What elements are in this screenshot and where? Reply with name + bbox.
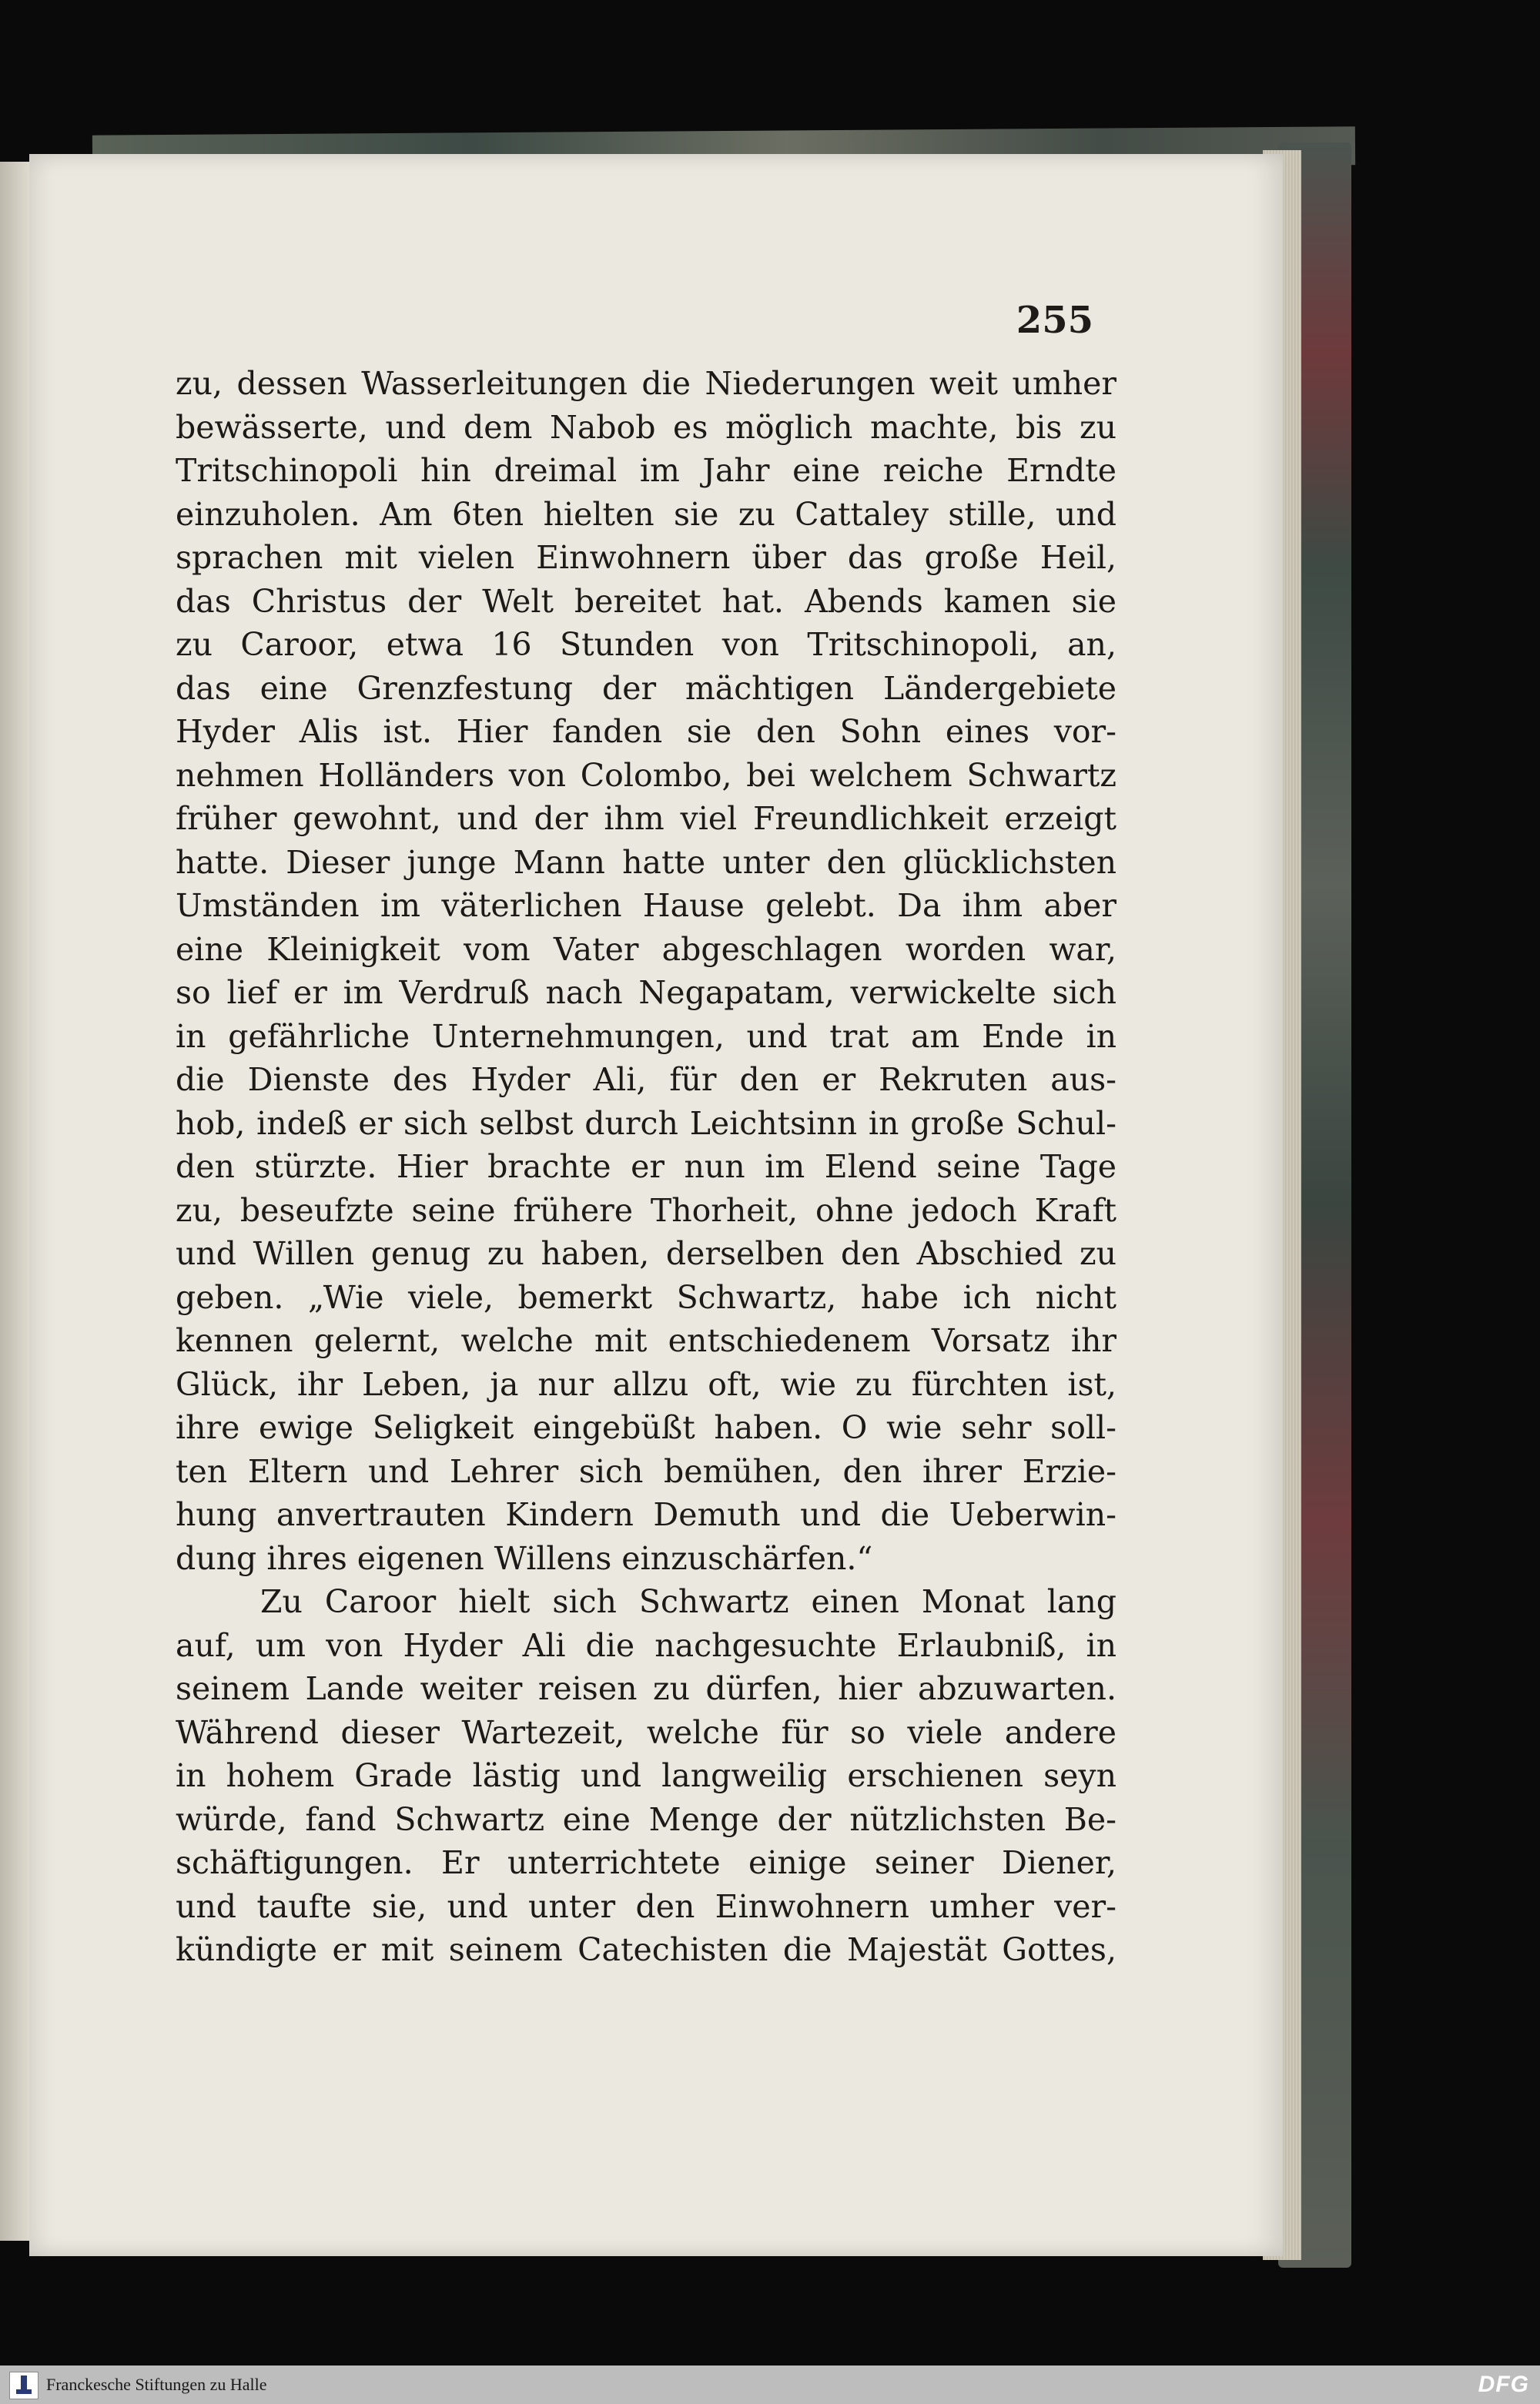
book-page	[29, 154, 1283, 2256]
text-line: das Christus der Welt bereitet hat. Abends kamen sie	[176, 582, 1116, 620]
text-line: seinem Lande weiter reisen zu dürfen, hier abzuwarten.	[176, 1670, 1116, 1707]
text-line: das eine Grenzfestung der mächtigen Ländergebiete	[176, 669, 1116, 707]
text-line: eine Kleinigkeit vom Vater abgeschlagen worden war,	[176, 930, 1116, 968]
text-line: nehmen Holländers von Colombo, bei welchem Schwartz	[176, 756, 1116, 794]
text-line-paragraph-start: Zu Caroor hielt sich Schwartz einen Monat lang	[260, 1583, 1116, 1620]
text-line: früher gewohnt, und der ihm viel Freundlichkeit erzeigt	[176, 800, 1116, 837]
foundation-emblem-icon	[9, 2372, 38, 2399]
text-line-paragraph-end: dung ihres eigenen Willens einzuschärfen.“	[176, 1539, 873, 1577]
text-line: auf, um von Hyder Ali die nachgesuchte Erlaubniß, in	[176, 1626, 1116, 1664]
text-line: in hohem Grade lästig und langweilig erschienen seyn	[176, 1757, 1116, 1794]
dfg-badge: DFG	[1478, 2372, 1529, 2397]
text-line: einzuholen. Am 6ten hielten sie zu Cattaley stille, und	[176, 495, 1116, 533]
text-line: hung anvertrauten Kindern Demuth und die Ueberwin-	[176, 1496, 1116, 1533]
text-line: sprachen mit vielen Einwohnern über das große Heil,	[176, 539, 1116, 576]
text-line: zu Caroor, etwa 16 Stunden von Tritschinopoli, an,	[176, 626, 1116, 663]
text-line: den stürzte. Hier brachte er nun im Elend seine Tage	[176, 1148, 1116, 1185]
text-line: kennen gelernt, welche mit entschiedenem Vorsatz ihr	[176, 1322, 1116, 1359]
institution-name: Franckesche Stiftungen zu Halle	[46, 2375, 267, 2394]
text-line: zu, beseufzte seine frühere Thorheit, ohne jedoch Kraft	[176, 1191, 1116, 1229]
text-line: Glück, ihr Leben, ja nur allzu oft, wie zu fürchten ist,	[176, 1365, 1116, 1403]
page-text	[176, 362, 1116, 1972]
text-line: Hyder Alis ist. Hier fanden sie den Sohn eines vor-	[176, 713, 1116, 750]
text-line: und Willen genug zu haben, derselben den Abschied zu	[176, 1235, 1116, 1272]
text-line: und taufte sie, und unter den Einwohnern umher ver-	[176, 1887, 1116, 1925]
text-line: Tritschinopoli hin dreimal im Jahr eine reiche Erndte	[176, 452, 1116, 489]
text-line: zu, dessen Wasserleitungen die Niederungen weit umher	[176, 365, 1116, 402]
text-line: geben. „Wie viele, bemerkt Schwartz, habe ich nicht	[176, 1278, 1116, 1316]
viewer-footer	[0, 2365, 1540, 2404]
text-line: hob, indeß er sich selbst durch Leichtsinn in große Schul-	[176, 1104, 1116, 1142]
text-line: ten Eltern und Lehrer sich bemühen, den ihrer Erzie-	[176, 1452, 1116, 1490]
text-line: so lief er im Verdruß nach Negapatam, verwickelte sich	[176, 974, 1116, 1011]
text-line: Während dieser Wartezeit, welche für so viele andere	[176, 1713, 1116, 1751]
text-line: die Dienste des Hyder Ali, für den er Rekruten aus-	[176, 1061, 1116, 1098]
facing-page-edge	[0, 162, 32, 2241]
text-line: ihre ewige Seligkeit eingebüßt haben. O wie sehr soll-	[176, 1409, 1116, 1446]
text-line: in gefährliche Unternehmungen, und trat am Ende in	[176, 1017, 1116, 1055]
text-line: Umständen im väterlichen Hause gelebt. Da ihm aber	[176, 887, 1116, 924]
text-line: hatte. Dieser junge Mann hatte unter den glücklichsten	[176, 843, 1116, 881]
page-number: 255	[1016, 299, 1093, 342]
text-line: schäftigungen. Er unterrichtete einige seiner Diener,	[176, 1844, 1116, 1881]
text-line: kündigte er mit seinem Catechisten die Majestät Gottes,	[176, 1931, 1116, 1968]
text-line: bewässerte, und dem Nabob es möglich machte, bis zu	[176, 408, 1116, 446]
text-line: würde, fand Schwartz eine Menge der nützlichsten Be-	[176, 1800, 1116, 1838]
